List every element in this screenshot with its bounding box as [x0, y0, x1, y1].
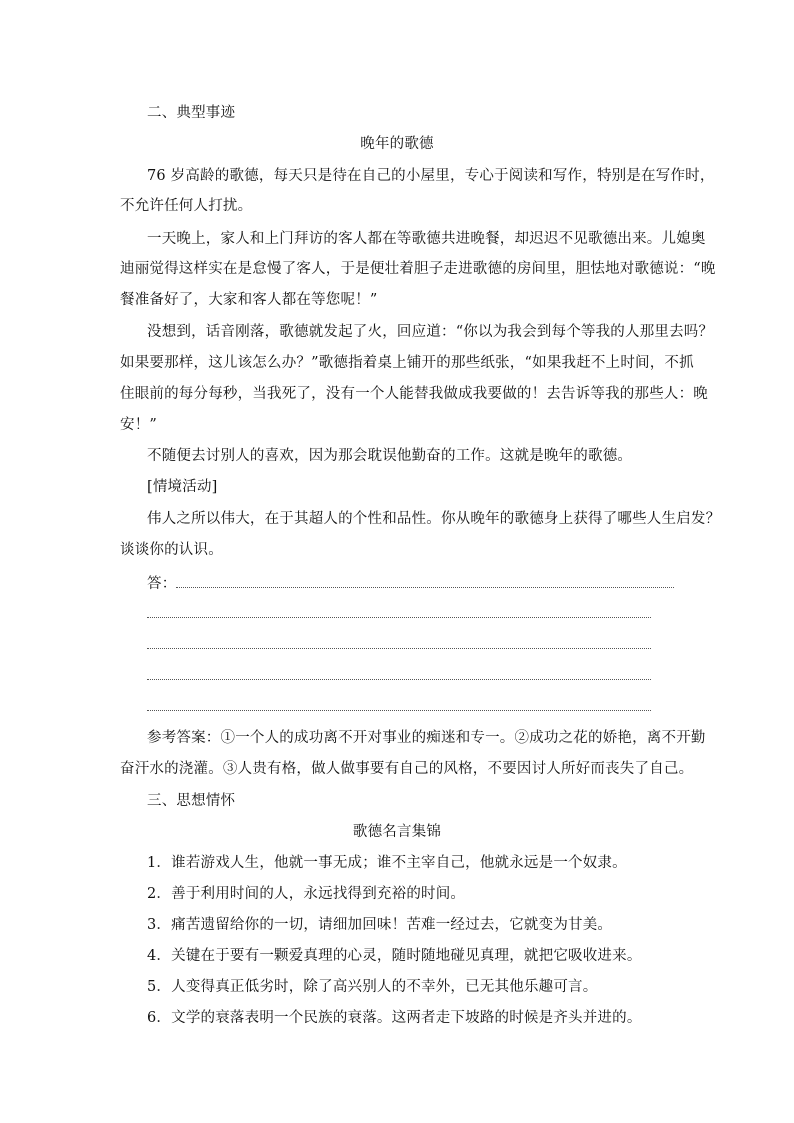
story-title: 晚年的歌德: [360, 136, 434, 152]
answer-line-1[interactable]: [176, 587, 674, 588]
answer-line-2[interactable]: [147, 617, 651, 618]
question-line-1: 伟人之所以伟大，在于其超人的个性和品性。你从晚年的歌德身上获得了哪些人生启发？: [147, 511, 721, 527]
paragraph-3-line-3: 住眼前的每分每秒，当我死了，没有一个人能替我做成我要做的！去告诉等我的那些人：晚: [120, 386, 708, 402]
quote-1: 1．谁若游戏人生，他就一事无成；谁不主宰自己，他就永远是一个奴隶。: [147, 855, 627, 871]
quote-2: 2．善于利用时间的人，永远找得到充裕的时间。: [147, 886, 466, 902]
paragraph-3-line-1: 没想到，话音刚落，歌德就发起了火，回应道：“你以为我会到每个等我的人那里去吗？: [147, 324, 714, 340]
section-three-heading: 三、思想情怀: [147, 793, 236, 809]
reference-answer-line-1: 参考答案：①一个人的成功离不开对事业的痴迷和专一。②成功之花的娇艳，离不开勤: [147, 730, 706, 746]
activity-label: [情境活动]: [147, 479, 218, 495]
quote-3: 3．痛苦遗留给你的一切，请细加回味！苦难一经过去，它就变为甘美。: [147, 917, 613, 933]
answer-line-3[interactable]: [147, 648, 651, 649]
answer-label: 答：: [147, 576, 177, 592]
answer-line-5[interactable]: [147, 710, 651, 711]
section-two-heading: 二、典型事迹: [147, 105, 236, 121]
paragraph-1-line-2: 不允许任何人打扰。: [120, 198, 253, 214]
paragraph-2-line-2: 迪丽觉得这样实在是怠慢了客人，于是便壮着胆子走进歌德的房间里，胆怯地对歌德说：“晚: [120, 261, 716, 277]
paragraph-2-line-3: 餐准备好了，大家和客人都在等您呢！”: [120, 292, 378, 308]
paragraph-2-line-1: 一天晚上，家人和上门拜访的客人都在等歌德共进晚餐，却迟迟不见歌德出来。儿媳奥: [147, 231, 706, 247]
reference-answer-line-2: 奋汗水的浇灌。③人贵有格，做人做事要有自己的风格，不要因讨人所好而丧失了自己。: [120, 761, 694, 777]
quotes-title: 歌德名言集锦: [352, 824, 442, 840]
paragraph-3-line-4: 安！”: [120, 417, 158, 433]
question-line-2: 谈谈你的认识。: [120, 542, 223, 558]
quote-6: 6．文学的衰落表明一个民族的衰落。这两者走下坡路的时候是齐头并进的。: [147, 1010, 642, 1026]
paragraph-4-line-1: 不随便去讨别人的喜欢，因为那会耽误他勤奋的工作。这就是晚年的歌德。: [147, 448, 633, 464]
answer-line-4[interactable]: [147, 679, 651, 680]
paragraph-3-line-2: 如果要那样，这儿该怎么办？”歌德指着桌上铺开的那些纸张，“如果我赶不上时间，不抓: [120, 355, 694, 371]
quote-4: 4．关键在于要有一颗爱真理的心灵，随时随地碰见真理，就把它吸收进来。: [147, 948, 642, 964]
paragraph-1-line-1: 76 岁高龄的歌德，每天只是待在自己的小屋里，专心于阅读和写作，特别是在写作时，: [147, 168, 715, 184]
quote-5: 5．人变得真正低劣时，除了高兴别人的不幸外，已无其他乐趣可言。: [147, 979, 598, 995]
